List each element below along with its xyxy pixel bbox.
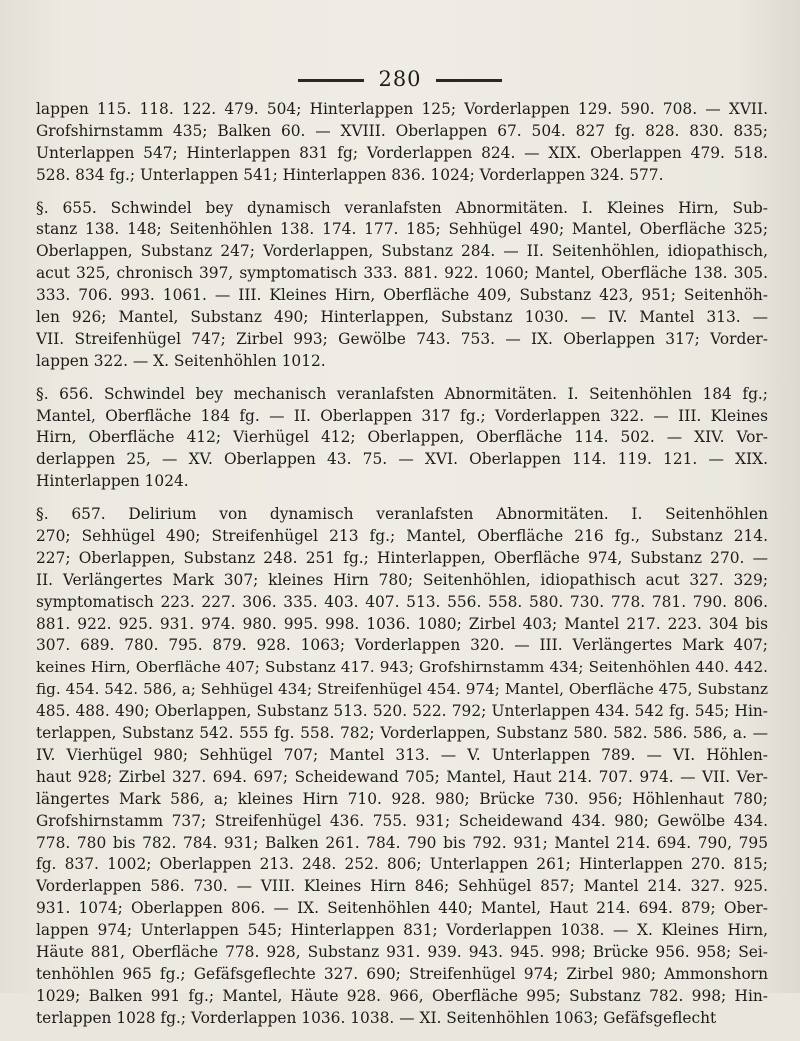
text-line: 881. 922. 925. 931. 974. 980. 995. 998. 1036. 1080; Zirbel 403; Mantel 217. 223. 304 bis [36, 614, 768, 633]
text-line: acut 325, chronisch 397, symptomatisch 333. 881. 922. 1060; Mantel, Oberfläche 138. 305. [36, 264, 768, 283]
text-line: 485. 488. 490; Oberlappen, Substanz 513. 520. 522. 792; Unterlappen 434. 542 fg. 545; Hin- [36, 702, 768, 721]
text-line: VII. Streifenhügel 747; Zirbel 993; Gewölbe 743. 753. — IX. Oberlappen 317; Vorder- [36, 329, 768, 348]
text-line: Grofshirnstamm 435; Balken 60. — XVIII. Oberlappen 67. 504. 827 fg. 828. 830. 835; [36, 121, 768, 140]
text-line: 528. 834 fg.; Unterlappen 541; Hinterlappen 836. 1024; Vorderlappen 324. 577. [36, 165, 664, 184]
index-paragraph [36, 198, 768, 373]
header-rule-right [436, 79, 502, 82]
text-line: IV. Vierhügel 980; Sehhügel 707; Mantel 313. — V. Unterlappen 789. — VI. Höhlen- [36, 745, 768, 764]
text-line: §. 655. Schwindel bey dynamisch veranlafsten Abnormitäten. I. Kleines Hirn, Sub- [36, 198, 768, 217]
text-line: 778. 780 bis 782. 784. 931; Balken 261. 784. 790 bis 792. 931; Mantel 214. 694. 790, 795 [36, 833, 768, 852]
text-line: tenhöhlen 965 fg.; Gefäfsgeflechte 327. 690; Streifenhügel 974; Zirbel 980; Ammonshorn [36, 964, 768, 983]
text-line: fig. 454. 542. 586, a; Sehhügel 434; Streifenhügel 454. 974; Mantel, Oberfläche 475, Substanz [36, 680, 768, 699]
text-line: haut 928; Zirbel 327. 694. 697; Scheidewand 705; Mantel, Haut 214. 707. 974. — VII. Ver- [36, 767, 768, 786]
text-line: Hirn, Oberfläche 412; Vierhügel 412; Oberlappen, Oberfläche 114. 502. — XIV. Vor- [36, 428, 768, 447]
text-line: 931. 1074; Oberlappen 806. — IX. Seitenhöhlen 440; Mantel, Haut 214. 694. 879; Ober- [36, 899, 768, 918]
text-line: Unterlappen 547; Hinterlappen 831 fg; Vorderlappen 824. — XIX. Oberlappen 479. 518. [36, 143, 768, 162]
text-line: Häute 881, Oberfläche 778. 928, Substanz 931. 939. 943. 945. 998; Brücke 956. 958; Sei- [36, 942, 768, 961]
page-header [0, 64, 800, 94]
text-line: symptomatisch 223. 227. 306. 335. 403. 407. 513. 556. 558. 580. 730. 778. 781. 790. 806. [36, 592, 768, 611]
text-line: len 926; Mantel, Substanz 490; Hinterlappen, Substanz 1030. — IV. Mantel 313. — [36, 308, 768, 327]
text-line: lappen 115. 118. 122. 479. 504; Hinterlappen 125; Vorderlappen 129. 590. 708. — XVII. [36, 100, 768, 118]
text-line: 270; Sehhügel 490; Streifenhügel 213 fg.; Mantel, Oberfläche 216 fg., Substanz 214. [36, 527, 768, 546]
text-line: lappen 322. — X. Seitenhöhlen 1012. [36, 351, 326, 370]
text-line: lappen 974; Unterlappen 545; Hinterlappen 831; Vorderlappen 1038. — X. Kleines Hirn, [36, 921, 768, 940]
text-line: §. 656. Schwindel bey mechanisch veranlafsten Abnormitäten. I. Seitenhöhlen 184 fg.; [36, 384, 768, 403]
index-paragraph [36, 504, 768, 1029]
text-line: II. Verlängertes Mark 307; kleines Hirn 780; Seitenhöhlen, idiopathisch acut 327. 329; [36, 570, 768, 589]
index-paragraph [36, 384, 768, 493]
text-line: Hinterlappen 1024. [36, 472, 189, 491]
index-text-body [36, 99, 768, 1041]
text-line: längertes Mark 586, a; kleines Hirn 710. 928. 980; Brücke 730. 956; Höhlenhaut 780; [36, 789, 768, 808]
index-paragraph [36, 99, 768, 187]
text-line: stanz 138. 148; Seitenhöhlen 138. 174. 177. 185; Sehhügel 490; Mantel, Oberfläche 325; [36, 220, 768, 239]
text-line: derlappen 25, — XV. Oberlappen 43. 75. — XVI. Oberlappen 114. 119. 121. — XIX. [36, 450, 768, 469]
text-line: Vorderlappen 586. 730. — VIII. Kleines Hirn 846; Sehhügel 857; Mantel 214. 327. 925. [36, 877, 768, 896]
text-line: 307. 689. 780. 795. 879. 928. 1063; Vorderlappen 320. — III. Verlängertes Mark 407; [36, 636, 768, 655]
text-line: keines Hirn, Oberfläche 407; Substanz 417. 943; Grofshirnstamm 434; Seitenhöhlen 440. 442. [36, 658, 768, 677]
text-line: Oberlappen, Substanz 247; Vorderlappen, Substanz 284. — II. Seitenhöhlen, idiopathisch, [36, 242, 768, 261]
text-line: §. 657. Delirium von dynamisch veranlafsten Abnormitäten. I. Seitenhöhlen [36, 505, 768, 524]
text-line: 1029; Balken 991 fg.; Mantel, Häute 928. 966, Oberfläche 995; Substanz 782. 998; Hin- [36, 986, 768, 1005]
text-line: fg. 837. 1002; Oberlappen 213. 248. 252. 806; Unterlappen 261; Hinterlappen 270. 815; [36, 855, 768, 874]
text-line: terlappen, Substanz 542. 555 fg. 558. 782; Vorderlappen, Substanz 580. 582. 586. 586, a. — [36, 724, 768, 743]
text-line: Grofshirnstamm 737; Streifenhügel 436. 755. 931; Scheidewand 434. 980; Gewölbe 434. [36, 811, 768, 830]
page-number: 280 [378, 67, 422, 91]
text-line: Mantel, Oberfläche 184 fg. — II. Oberlappen 317 fg.; Vorderlappen 322. — III. Kleines [36, 406, 768, 425]
header-rule-left [298, 79, 364, 82]
text-line: 227; Oberlappen, Substanz 248. 251 fg.; Hinterlappen, Oberfläche 974, Substanz 270. — [36, 548, 768, 567]
text-line: terlappen 1028 fg.; Vorderlappen 1036. 1038. — XI. Seitenhöhlen 1063; Gefäfsgeflecht [36, 1008, 717, 1027]
text-line: 333. 706. 993. 1061. — III. Kleines Hirn, Oberfläche 409, Substanz 423, 951; Seitenhöh- [36, 286, 768, 305]
